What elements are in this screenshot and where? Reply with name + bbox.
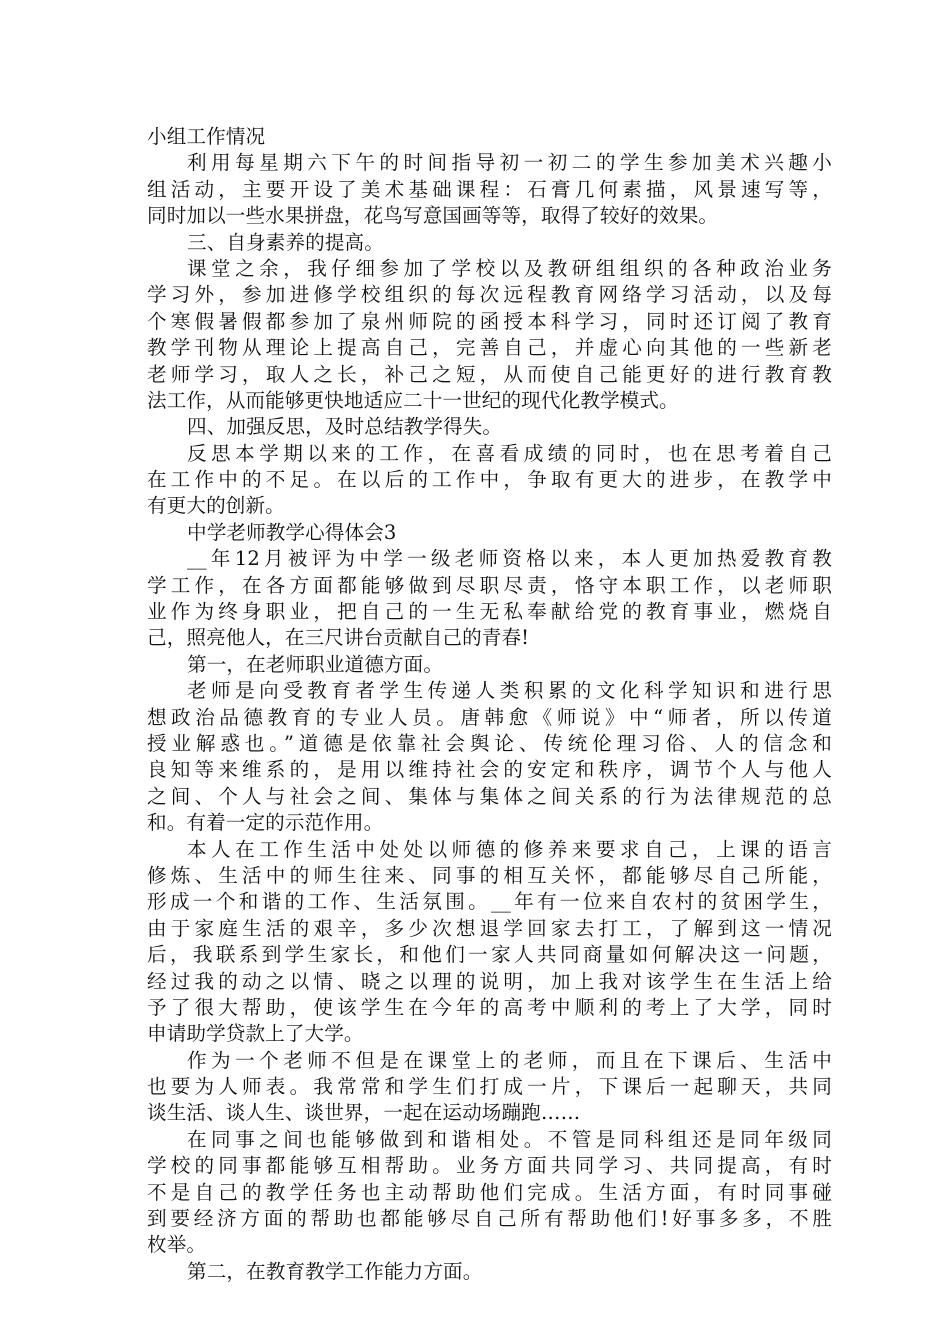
- text-line: 本人在工作生活中处处以师德的修养来要求自己，上课的语言: [187, 837, 832, 861]
- text-line: 有更大的创新。: [147, 494, 285, 518]
- text-line: 组活动，主要开设了美术基础课程：石膏几何素描，风景速写等，: [147, 177, 832, 201]
- text-line: 修炼、生活中的师生往来、同事的相互关怀，都能够尽自己所能，: [147, 863, 832, 887]
- text-line: 到要经济方面的帮助也都能够尽自己所有帮助他们!好事多多，不胜: [147, 1207, 832, 1231]
- text-line: 学习外，参加进修学校组织的每次远程教育网络学习活动，以及每: [147, 283, 832, 307]
- text-line: 小组工作情况: [147, 125, 266, 148]
- text-line: 第二，在教育教学工作能力方面。: [187, 1259, 483, 1283]
- text-line: 老师学习，取人之长，补己之短，从而使自己能更好的进行教育教: [147, 362, 832, 386]
- text-line: 不是自己的教学任务也主动帮助他们完成。生活方面，有时同事碰: [147, 1180, 832, 1204]
- text-line: 学工作，在各方面都能够做到尽职尽责，恪守本职工作，以老师职: [147, 573, 832, 597]
- text-line: 己，照亮他人，在三尺讲台贡献自己的青春!: [147, 626, 530, 650]
- text-line: 在工作中的不足。在以后的工作中，争取有更大的进步，在教学中: [147, 468, 832, 492]
- text-line: 形成一个和谐的工作、生活氛围。__年有一位来自农村的贫困学生，: [147, 890, 832, 914]
- text-line: 学校的同事都能够互相帮助。业务方面共同学习、共同提高，有时: [147, 1154, 832, 1178]
- text-line: 良知等来维系的，是用以维持社会的安定和秩序，调节个人与他人: [147, 758, 832, 782]
- document-page: [147, 124, 832, 1285]
- text-line: 老师是向受教育者学生传递人类积累的文化科学知识和进行思: [187, 679, 832, 703]
- text-line: 利用每星期六下午的时间指导初一初二的学生参加美术兴趣小: [187, 151, 832, 175]
- text-line: __年12月被评为中学一级老师资格以来，本人更加热爱教育教: [187, 547, 832, 571]
- text-line: 三、自身素养的提高。: [187, 230, 384, 254]
- text-line: 同时加以一些水果拼盘，花鸟写意国画等等，取得了较好的效果。: [147, 204, 719, 228]
- text-line: 反思本学期以来的工作，在喜看成绩的同时，也在思考着自己: [187, 441, 832, 465]
- text-line: 申请助学贷款上了大学。: [147, 1022, 364, 1046]
- text-line: 教学刊物从理论上提高自己，完善自己，并虚心向其他的一些新老: [147, 336, 832, 360]
- text-line: 法工作，从而能够更快地适应二十一世纪的现代化教学模式。: [147, 388, 679, 412]
- text-line: 在同事之间也能够做到和谐相处。不管是同科组还是同年级同: [187, 1127, 832, 1151]
- text-line: 之间、个人与社会之间、集体与集体之间关系的行为法律规范的总: [147, 784, 832, 808]
- text-line: 也要为人师表。我常常和学生们打成一片，下课后一起聊天，共同: [147, 1075, 832, 1099]
- text-line: 业作为终身职业，把自己的一生无私奉献给党的教育事业，燃烧自: [147, 600, 832, 624]
- text-line: 谈生活、谈人生、谈世界，一起在运动场蹦跑……: [147, 1101, 581, 1125]
- text-line: 经过我的动之以情、晓之以理的说明，加上我对该学生在生活上给: [147, 969, 832, 993]
- text-line: 和。有着一定的示范作用。: [147, 811, 384, 835]
- text-line: 授业解惑也。”道德是依靠社会舆论、传统伦理习俗、人的信念和: [147, 731, 832, 755]
- text-line: 个寒假暑假都参加了泉州师院的函授本科学习，同时还订阅了教育: [147, 309, 832, 333]
- text-line: 后，我联系到学生家长，和他们一家人共同商量如何解决这一问题，: [147, 943, 832, 967]
- text-line: 第一，在老师职业道德方面。: [187, 652, 444, 676]
- text-line: 想政治品德教育的专业人员。唐韩愈《师说》中“师者，所以传道: [147, 705, 832, 729]
- text-line: 作为一个老师不但是在课堂上的老师，而且在下课后、生活中: [187, 1048, 832, 1072]
- text-line: 由于家庭生活的艰辛，多少次想退学回家去打工，了解到这一情况: [147, 916, 832, 940]
- text-line: 枚举。: [147, 1233, 207, 1257]
- text-line: 课堂之余，我仔细参加了学校以及教研组组织的各种政治业务: [187, 256, 832, 280]
- text-line: 中学老师教学心得体会3: [187, 520, 397, 544]
- text-line: 四、加强反思，及时总结教学得失。: [187, 415, 503, 439]
- text-line: 予了很大帮助，使该学生在今年的高考中顺利的考上了大学，同时: [147, 995, 832, 1019]
